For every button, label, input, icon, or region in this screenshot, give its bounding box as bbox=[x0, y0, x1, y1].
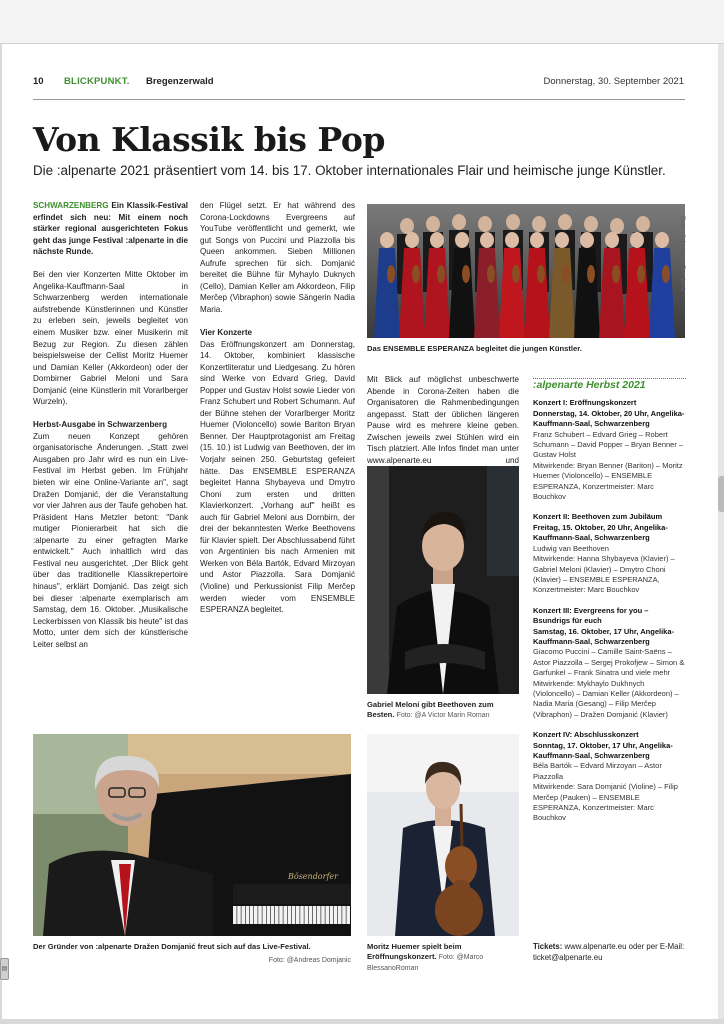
tickets-text: www.alpenarte.eu oder per E-Mail: ticket@alpenarte.eu bbox=[533, 942, 685, 962]
header-divider bbox=[33, 99, 685, 100]
ensemble-member-head bbox=[405, 232, 419, 248]
issue-date: Donnerstag, 30. September 2021 bbox=[543, 76, 684, 87]
ensemble-photo bbox=[367, 204, 685, 338]
piano-key bbox=[334, 906, 338, 924]
violin-icon bbox=[487, 265, 495, 283]
piano-key bbox=[296, 906, 300, 924]
piano-key bbox=[254, 906, 258, 924]
violin-icon bbox=[562, 265, 570, 283]
piano-key bbox=[330, 906, 334, 924]
article-paragraph: Das Eröffnungskonzert am Donnerstag, 14. Oktober, kombiniert klassische Konzertliteratur und Liedgesang. Zu hören sind Werke von Edvard Grieg, David Popper und Gustav Holst sowie Lieder von Franz Schubert und Robert Schumann. Auf der Bühne stehen der Vorarlberger Moritz Huemer (Violoncello) sowie Bariton Bryan Benner. Der Hauptprotagonist am Freitag (15. 10.) ist Ludwig van Beethoven, der im Vorjahr seinen 250. Geburtstag gefeiert hätte. Das ENSEMBLE ESPERANZA begleitet Hanna Shybayeva und Dmytro Choni zum ersten und dritten Klavierkonzert. „Vorhang auf" heißt es auch für Gabriel Meloni aus Dornbirn, der drei der bekanntesten Werke Beethovens für Klavier spielt. Der Abschlussabend führt von Argentinien bis nach Armenien mit Werken von Béla Bartók, Edvard Mirzoyan und Astor Piazzolla. Sara Domjanić (Violine) und Perkussionist Filip Merčep werden wieder vom ENSEMBLE ESPERANZA begleitet. bbox=[200, 339, 355, 615]
article-paragraph: Bei den vier Konzerten Mitte Oktober im Angelika-Kauffmann-Saal in Schwarzenberg werden internationale aufstrebende Künstlerinnen und Künstler zu erleben sein, jeweils begleitet von einem Musiker bzw. einer Musikerin mit Bezug zur Region. Zu diesen zählen beispielsweise der Cellist Moritz Huemer und Damian Keller (Akkordeon) oder der Dornbirner Gabriel Meloni und Sara Domjanić (eine Künstlerin mit Vorarlberger Wurzeln). bbox=[33, 270, 188, 407]
concert-performers: Mitwirkende: Sara Domjanić (Violine) – Filip Merčep (Pauken) – ENSEMBLE ESPERANZA, Konzertmeister: Marc Bouchkov bbox=[533, 782, 678, 823]
piano-key bbox=[321, 906, 325, 924]
violin-icon bbox=[512, 265, 520, 283]
concert-when: Samstag, 16. Oktober, 17 Uhr, Angelika-Kauffmann-Saal, Schwarzenberg bbox=[533, 626, 675, 646]
domjanic-photo bbox=[33, 734, 351, 936]
piano-key bbox=[346, 906, 350, 924]
ensemble-member-head bbox=[555, 232, 569, 248]
huemer-caption bbox=[367, 942, 519, 974]
violin-icon bbox=[462, 265, 470, 283]
piano-key bbox=[309, 906, 313, 924]
piano-key bbox=[233, 906, 237, 924]
violin-icon bbox=[637, 265, 645, 283]
piano-key bbox=[267, 906, 271, 924]
article-lead bbox=[33, 200, 188, 258]
concert-title: Konzert I: Eröffnungskonzert bbox=[533, 398, 637, 408]
piano-key bbox=[279, 906, 283, 924]
ensemble-caption bbox=[367, 344, 685, 354]
article-column-3 bbox=[367, 374, 519, 478]
viewer-top-bar bbox=[0, 0, 724, 44]
tickets-label: Tickets: bbox=[533, 942, 563, 951]
side-panel-handle[interactable] bbox=[718, 476, 724, 512]
piano-key bbox=[304, 906, 308, 924]
concert-program: Béla Bartók – Edvard Mirzoyan – Astor Piazzolla bbox=[533, 761, 662, 781]
meloni-credit: Foto: @A Victor Marin Roman bbox=[396, 712, 490, 719]
piano-key bbox=[292, 906, 296, 924]
article-subtitle: Die :alpenarte 2021 präsentiert vom 14. bis 17. Oktober internationales Flair und heimische junge Künstler. bbox=[33, 163, 666, 178]
meloni-photo bbox=[367, 466, 519, 694]
section-label: BLICKPUNKT. bbox=[64, 76, 130, 87]
piano-key bbox=[246, 906, 250, 924]
piano-key bbox=[258, 906, 262, 924]
ensemble-member-head bbox=[558, 214, 572, 230]
concert-performers: Mitwirkende: Hanna Shybayeva (Klavier) – Gabriel Meloni (Klavier) – Dmytro Choni (Klavier) – ENSEMBLE ESPERANZA, Konzertmeister: Marc Bouchkov bbox=[533, 554, 675, 595]
article-paragraph: den Flügel setzt. Er hat während des Corona-Lockdowns Evergreens auf YouTube veröffentlicht und gemerkt, wie gut Songs von Puccini und Piazzolla bis Queen ankommen. Sieben Millionen Aufrufe sprechen für sich. Domjanić bereitet die Bühne für Myhaylo Duknych (Cello), Damian Keller am Akkordeon, Filip Merčep (Vibraphon) sowie Sängerin Nadia Maria. bbox=[200, 201, 355, 314]
ensemble-caption-text: Das ENSEMBLE ESPERANZA begleitet die jungen Künstler. bbox=[367, 344, 582, 353]
huemer-photo bbox=[367, 734, 519, 936]
page-number: 10 bbox=[33, 76, 44, 87]
ensemble-member-head bbox=[532, 216, 546, 232]
ensemble-member-head bbox=[380, 232, 394, 248]
concert-item bbox=[533, 606, 686, 720]
concert-item bbox=[533, 730, 686, 824]
huemer-credit: Foto: @Marco BlessanoRoman bbox=[367, 954, 484, 972]
concert-program: Franz Schubert – Edvard Grieg – Robert Schumann – David Popper – Bryan Benner – Gustav Holst bbox=[533, 429, 684, 460]
event-sidebar bbox=[533, 376, 686, 834]
ensemble-member-head bbox=[455, 232, 469, 248]
section-heading: Vier Konzerte bbox=[200, 327, 253, 337]
lead-text: Ein Klassik-Festival erfindet sich neu: Mit einem noch stärker regional ausgerichteten Fokus geht das junge Festival :alpenarte in die nächste Runde. bbox=[33, 201, 188, 257]
ensemble-member-head bbox=[480, 232, 494, 248]
concert-performers: Mitwirkende: Mykhaylo Dukhnych (Violoncello) – Damian Keller (Akkordeon) – Nadia Maria (Gesang) – Filip Merčep (Vibraphon) – Dražen Domjanić (Klavier) bbox=[533, 678, 679, 719]
piano-brand: Bösendorfer bbox=[288, 872, 338, 881]
domjanic-credit: Foto: @Andreas Domjanic bbox=[268, 957, 351, 964]
concert-when: Freitag, 15. Oktober, 20 Uhr, Angelika-Kauffmann-Saal, Schwarzenberg bbox=[533, 522, 668, 543]
violin-icon bbox=[437, 265, 445, 283]
piano-key bbox=[283, 906, 287, 924]
piano-key bbox=[325, 906, 329, 924]
piano-key bbox=[241, 906, 245, 924]
ensemble-member-head bbox=[530, 232, 544, 248]
piano-key bbox=[275, 906, 279, 924]
article-title: Von Klassik bis Pop bbox=[33, 120, 385, 159]
piano-key bbox=[313, 906, 317, 924]
piano-key bbox=[237, 906, 241, 924]
ensemble-member-head bbox=[430, 232, 444, 248]
concert-when: Donnerstag, 14. Oktober, 20 Uhr, Angelika-Kauffmann-Saal, Schwarzenberg bbox=[533, 408, 685, 429]
sidebar-title: :alpenarte Herbst 2021 bbox=[533, 379, 646, 391]
concert-title: Konzert III: Evergreens for you – Bsundrigs für euch bbox=[533, 605, 649, 626]
piano-key bbox=[300, 906, 304, 924]
violin-icon bbox=[612, 265, 620, 283]
concert-program: Ludwig van Beethoven bbox=[533, 543, 609, 553]
ensemble-member-head bbox=[426, 216, 440, 232]
ensemble-member-head bbox=[630, 232, 644, 248]
piano-key bbox=[342, 906, 346, 924]
ensemble-member-head bbox=[655, 232, 669, 248]
violin-icon bbox=[412, 265, 420, 283]
domjanic-caption bbox=[33, 942, 351, 952]
concert-title: Konzert II: Beethoven zum Jubiläum bbox=[533, 512, 663, 522]
concert-performers: Mitwirkende: Bryan Benner (Bariton) – Moritz Huemer (Violoncello) – ENSEMBLE ESPERANZA, Konzertmeister: Marc Bouchkov bbox=[533, 460, 683, 502]
violin-icon bbox=[587, 265, 595, 283]
meloni-caption bbox=[367, 700, 519, 721]
lead-place: SCHWARZENBERG bbox=[33, 201, 109, 210]
article-paragraph: Zum neuen Konzept gehören organisatorische Änderungen. „Statt zwei Ausgaben pro Jahr wird es nun ein Live-Festival im Herbst geben. Im Frühjahr bieten wir eine Online-Variante an", sagt Dražen Domjanić, der die Veranstaltung vor vier Jahren aus der Taufe gehoben hat. Präsident Hans Metzler betont: "Dank mutiger Pionierarbeit hat sich die :alpenarte zu einer gefragten Marke entwickelt." Auch inhaltlich wird das Festival neu ausgerichtet. „Der Blick geht über das traditionelle Klassikrepertoire hinaus", erklärt Domjanić. Das zeigt sich bei dieser :alpenarte exemplarisch am Samstag, dem 16. Oktober. „Musikalische Leckerbissen von Klassik bis heute" ist das Motto, unter dem sich der künstlerische Leiter selbst an bbox=[33, 431, 188, 649]
domjanic-caption-text: Der Gründer von :alpenarte Dražen Domjanić freut sich auf das Live-Festival. bbox=[33, 942, 311, 951]
tickets-info bbox=[533, 942, 686, 963]
concert-item bbox=[533, 398, 686, 502]
ensemble-member-head bbox=[580, 232, 594, 248]
section-heading: Herbst-Ausgabe in Schwarzenberg bbox=[33, 420, 168, 430]
ensemble-member-head bbox=[506, 214, 520, 230]
ensemble-member-head bbox=[636, 216, 650, 232]
piano-key bbox=[271, 906, 275, 924]
concert-when: Sonntag, 17. Oktober, 17 Uhr, Angelika-Kauffmann-Saal, Schwarzenberg bbox=[533, 740, 673, 760]
region-label: Bregenzerwald bbox=[146, 76, 214, 87]
ensemble-member-head bbox=[505, 232, 519, 248]
piano-key bbox=[262, 906, 266, 924]
ensemble-member-head bbox=[478, 216, 492, 232]
ensemble-member-head bbox=[610, 218, 624, 234]
piano-key bbox=[338, 906, 342, 924]
ensemble-member-head bbox=[452, 214, 466, 230]
article-column-1 bbox=[33, 200, 188, 650]
viewer-right-edge bbox=[718, 44, 724, 1019]
concert-program: Giacomo Puccini – Camille Saint-Saëns – Astor Piazzolla – Sergej Prokofjew – Simon & Garfunkel – Frank Sinatra und viele mehr bbox=[533, 647, 685, 678]
meloni-caption-text: Gabriel Meloni gibt Beethoven zum Besten. bbox=[367, 700, 494, 719]
ensemble-photo-credit: Foto: @Andreas Domjanic bbox=[679, 216, 686, 293]
ensemble-member-head bbox=[605, 232, 619, 248]
piano-key bbox=[250, 906, 254, 924]
violin-icon bbox=[662, 265, 670, 283]
concert-title: Konzert IV: Abschlusskonzert bbox=[533, 730, 639, 740]
huemer-caption-text: Moritz Huemer spielt beim Eröffnungskonzert. bbox=[367, 942, 462, 961]
violin-icon bbox=[387, 265, 395, 283]
article-paragraph: Mit Blick auf möglichst unbeschwerte Abende in Corona-Zeiten haben die Organisatoren die Rahmenbedingungen angepasst. Statt der üblichen längeren Pause wird es mehrere kleine geben. Zwischen jeweils zwei Stühlen wird ein Tisch platziert. Alle Infos findet man unter www.alpenarte.eu und bbox=[367, 375, 519, 465]
concert-item bbox=[533, 512, 686, 595]
piano-key bbox=[317, 906, 321, 924]
article-column-2 bbox=[200, 200, 355, 616]
ensemble-member-head bbox=[584, 216, 598, 232]
page-thumbnail-icon[interactable]: ▤ bbox=[0, 958, 9, 980]
violin-icon bbox=[537, 265, 545, 283]
piano-key bbox=[288, 906, 292, 924]
ensemble-member-head bbox=[400, 218, 414, 234]
